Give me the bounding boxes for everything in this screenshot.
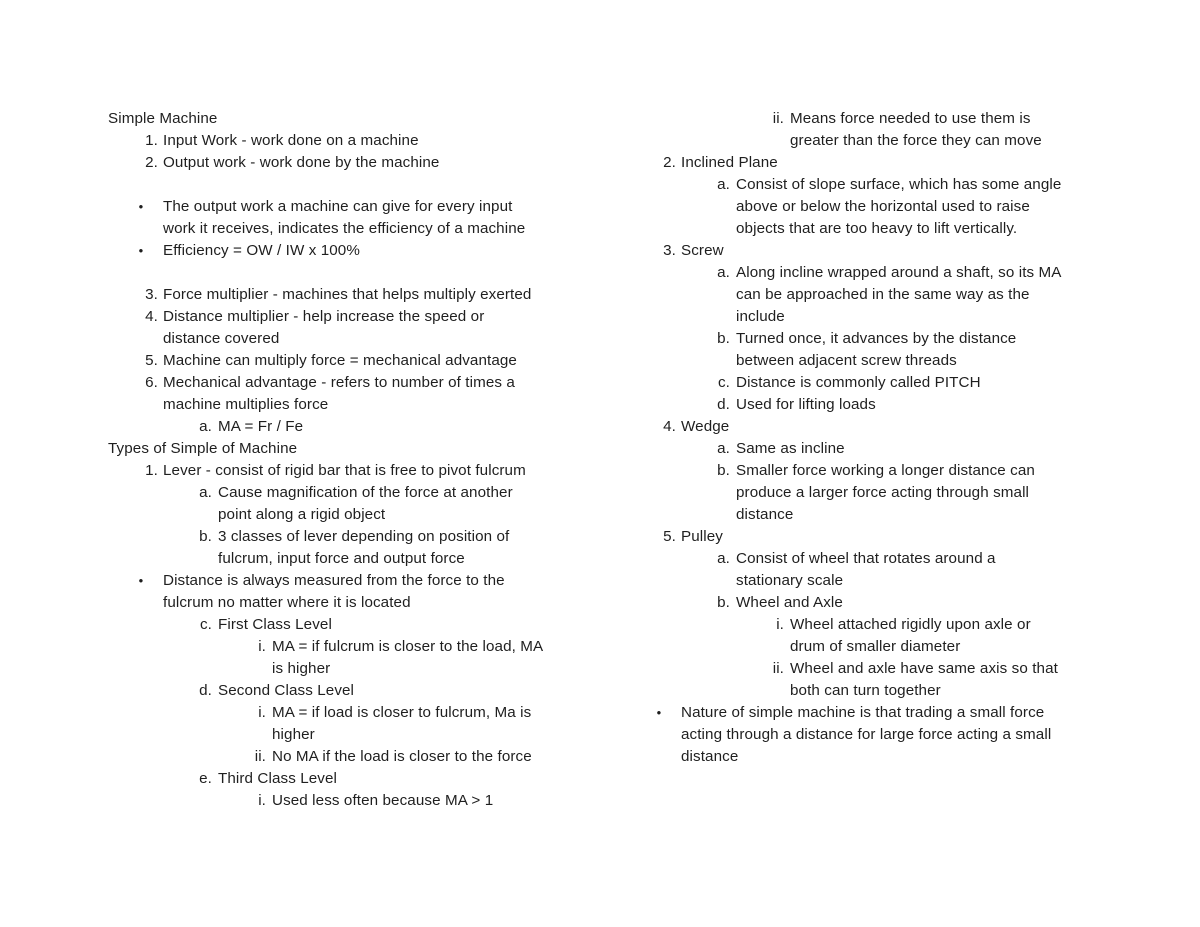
list-item-text: Lever - consist of rigid bar that is free to pivot fulcrum (163, 462, 526, 479)
list-item (108, 130, 588, 152)
list-item-text: Input Work - work done on a machine (163, 132, 419, 149)
list-item (108, 262, 588, 284)
list-item-text: work it receives, indicates the efficiency of a machine (163, 220, 526, 237)
list-item (108, 482, 588, 504)
list-item-text: 3 classes of lever depending on position of (218, 528, 510, 545)
list-marker: ii. (772, 110, 784, 127)
list-item-text: Second Class Level (218, 682, 355, 699)
list-marker: a. (717, 264, 730, 281)
list-item-text: machine multiplies force (163, 396, 329, 413)
list-item-text: Inclined Plane (681, 154, 778, 171)
list-marker: 5. (145, 352, 158, 369)
list-item-text: Consist of slope surface, which has some angle (736, 176, 1062, 193)
list-item (652, 152, 1102, 174)
list-marker: d. (199, 682, 212, 699)
list-item-text: between adjacent screw threads (736, 352, 957, 369)
list-item (652, 394, 1102, 416)
list-marker: i. (258, 638, 266, 655)
list-item (108, 526, 588, 548)
list-marker: ii. (254, 748, 266, 765)
list-marker: 2. (145, 154, 158, 171)
list-item (652, 306, 1102, 328)
list-item-text: fulcrum no matter where it is located (163, 594, 411, 611)
list-item (108, 636, 588, 658)
list-item (652, 350, 1102, 372)
list-item (652, 680, 1102, 702)
list-item (108, 702, 588, 724)
bullet-marker: • (138, 199, 144, 214)
list-item-text: Wheel and Axle (736, 594, 843, 611)
list-item (108, 570, 588, 592)
list-item-text: Wheel and axle have same axis so that (790, 660, 1058, 677)
list-item (652, 130, 1102, 152)
list-item-text: No MA if the load is closer to the force (272, 748, 532, 765)
list-item-text: Efficiency = OW / IW x 100% (163, 242, 360, 259)
list-item-text: The output work a machine can give for every input (163, 198, 513, 215)
list-marker: 3. (145, 286, 158, 303)
list-item-text: objects that are too heavy to lift vertically. (736, 220, 1018, 237)
list-item (108, 416, 588, 438)
list-item-text: Machine can multiply force = mechanical advantage (163, 352, 517, 369)
list-item (652, 328, 1102, 350)
list-item (652, 658, 1102, 680)
list-item-text: Types of Simple of Machine (108, 440, 298, 457)
list-item (108, 438, 588, 460)
list-item (108, 108, 588, 130)
list-item-text: Force multiplier - machines that helps multiply exerted (163, 286, 532, 303)
notes-column-right (652, 108, 1102, 768)
list-item (108, 658, 588, 680)
list-item (108, 372, 588, 394)
list-item (652, 526, 1102, 548)
list-item-text: Cause magnification of the force at another (218, 484, 513, 501)
list-item (108, 328, 588, 350)
list-item (108, 284, 588, 306)
list-item-text: is higher (272, 660, 331, 677)
list-item (652, 592, 1102, 614)
list-marker: b. (717, 330, 730, 347)
list-marker: e. (199, 770, 212, 787)
list-marker: a. (717, 440, 730, 457)
list-marker: b. (717, 594, 730, 611)
list-item (652, 460, 1102, 482)
bullet-marker: • (656, 705, 662, 720)
list-item (108, 306, 588, 328)
list-item (652, 702, 1102, 724)
list-item (652, 614, 1102, 636)
list-item-text: point along a rigid object (218, 506, 386, 523)
list-item (652, 724, 1102, 746)
list-item-text: Distance is always measured from the force to the (163, 572, 505, 589)
list-marker: 1. (145, 462, 158, 479)
list-marker: i. (258, 704, 266, 721)
list-item-text: Pulley (681, 528, 723, 545)
list-item (652, 262, 1102, 284)
list-item (108, 592, 588, 614)
list-item-text: Consist of wheel that rotates around a (736, 550, 996, 567)
list-item (652, 548, 1102, 570)
list-item (652, 372, 1102, 394)
list-item (108, 196, 588, 218)
list-item-text: include (736, 308, 785, 325)
list-item-text: MA = if fulcrum is closer to the load, MA (272, 638, 544, 655)
list-item (108, 548, 588, 570)
list-item (108, 350, 588, 372)
list-marker: c. (199, 616, 212, 633)
list-item-text: Turned once, it advances by the distance (736, 330, 1017, 347)
list-item (108, 614, 588, 636)
list-item (108, 504, 588, 526)
list-item-text: MA = Fr / Fe (218, 418, 304, 435)
list-item-text: Simple Machine (108, 110, 218, 127)
list-marker: b. (199, 528, 212, 545)
list-item-text: Screw (681, 242, 724, 259)
list-item-text: distance covered (163, 330, 280, 347)
list-item (108, 768, 588, 790)
list-item (652, 504, 1102, 526)
list-item-text: drum of smaller diameter (790, 638, 961, 655)
list-item-text: Wheel attached rigidly upon axle or (790, 616, 1031, 633)
list-item (108, 724, 588, 746)
list-marker: i. (258, 792, 266, 809)
list-item (652, 416, 1102, 438)
list-marker: 1. (145, 132, 158, 149)
list-item-text: acting through a distance for large force acting a small (681, 726, 1052, 743)
list-marker: a. (199, 418, 212, 435)
list-item-text: distance (736, 506, 794, 523)
list-item (108, 790, 588, 812)
list-item-text: Output work - work done by the machine (163, 154, 440, 171)
list-item (108, 394, 588, 416)
list-marker: ii. (772, 660, 784, 677)
list-item-text: greater than the force they can move (790, 132, 1042, 149)
list-item-text: both can turn together (790, 682, 941, 699)
notes-column-left (108, 108, 588, 812)
list-marker: i. (776, 616, 784, 633)
list-item (652, 570, 1102, 592)
list-item-text: Smaller force working a longer distance can (736, 462, 1035, 479)
list-item (108, 680, 588, 702)
list-marker: b. (717, 462, 730, 479)
list-marker: 6. (145, 374, 158, 391)
list-item (652, 636, 1102, 658)
list-item-text: Along incline wrapped around a shaft, so its MA (736, 264, 1062, 281)
list-item-text: above or below the horizontal used to raise (736, 198, 1030, 215)
list-marker: a. (717, 550, 730, 567)
list-item-text: First Class Level (218, 616, 332, 633)
list-item (652, 174, 1102, 196)
list-marker: 4. (663, 418, 676, 435)
list-item (652, 438, 1102, 460)
list-marker: d. (717, 396, 730, 413)
bullet-marker: • (138, 243, 144, 258)
list-item (108, 218, 588, 240)
list-item-text: Means force needed to use them is (790, 110, 1031, 127)
list-item-text: distance (681, 748, 739, 765)
list-item-text: Same as incline (736, 440, 845, 457)
list-item (652, 108, 1102, 130)
list-marker: 3. (663, 242, 676, 259)
list-item (652, 196, 1102, 218)
list-marker: 2. (663, 154, 676, 171)
list-item-text: Distance is commonly called PITCH (736, 374, 981, 391)
list-item-text: higher (272, 726, 315, 743)
list-item (108, 174, 588, 196)
list-item (652, 746, 1102, 768)
list-item-text: Mechanical advantage - refers to number of times a (163, 374, 515, 391)
list-item-text: Nature of simple machine is that trading a small force (681, 704, 1045, 721)
list-item (108, 746, 588, 768)
list-marker: c. (717, 374, 730, 391)
list-item (652, 240, 1102, 262)
list-item (652, 284, 1102, 306)
list-item-text: stationary scale (736, 572, 844, 589)
list-item (108, 152, 588, 174)
list-item-text: Distance multiplier - help increase the speed or (163, 308, 485, 325)
list-item-text: MA = if load is closer to fulcrum, Ma is (272, 704, 532, 721)
list-item (108, 460, 588, 482)
list-item-text: can be approached in the same way as the (736, 286, 1030, 303)
list-item (108, 240, 588, 262)
list-item-text: Third Class Level (218, 770, 338, 787)
list-marker: a. (717, 176, 730, 193)
list-item-text: Wedge (681, 418, 730, 435)
list-item (652, 218, 1102, 240)
list-marker: a. (199, 484, 212, 501)
list-item-text: produce a larger force acting through small (736, 484, 1030, 501)
bullet-marker: • (138, 573, 144, 588)
list-item-text: fulcrum, input force and output force (218, 550, 465, 567)
list-item-text: Used for lifting loads (736, 396, 876, 413)
list-item-text: Used less often because MA > 1 (272, 792, 494, 809)
list-item (652, 482, 1102, 504)
list-marker: 5. (663, 528, 676, 545)
list-marker: 4. (145, 308, 158, 325)
